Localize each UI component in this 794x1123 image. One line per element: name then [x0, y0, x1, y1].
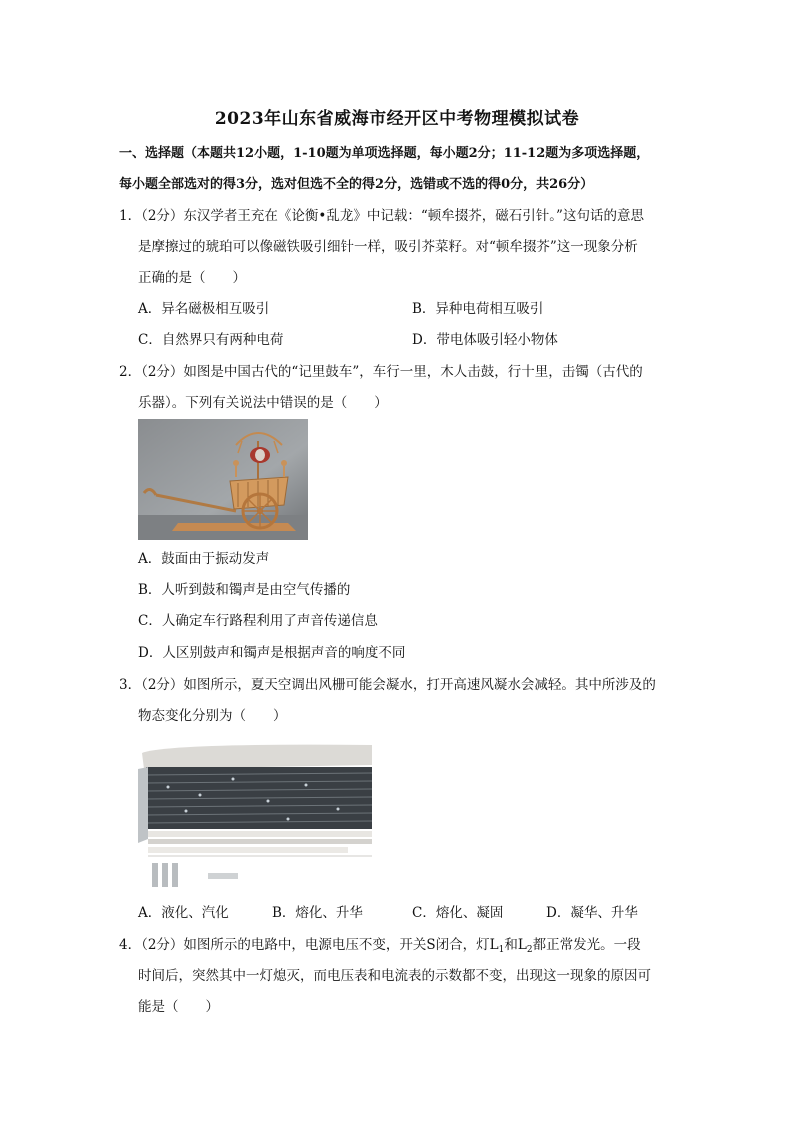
- q2-option-c: C．人确定车行路程利用了声音传递信息: [138, 613, 378, 629]
- q2-option-d: D．人区别鼓声和镯声是根据声音的响度不同: [138, 645, 406, 661]
- page-title: 2023年山东省威海市经开区中考物理模拟试卷: [214, 109, 580, 129]
- section-heading-line-2: 每小题全部选对的得3分，选对但选不全的得2分，选错或不选的得0分，共26分）: [119, 177, 594, 192]
- q1-option-d: D．带电体吸引轻小物体: [412, 332, 558, 348]
- q3-option-a: A．液化、汽化: [138, 905, 229, 921]
- q4-stem-line-2: 时间后，突然其中一灯熄灭，而电压表和电流表的示数都不变，出现这一现象的原因可: [138, 968, 651, 984]
- q2-stem-line-1: 2．（2分）如图是中国古代的“记里鼓车”，车行一里，木人击鼓，行十里，击镯（古代的: [119, 364, 643, 380]
- q1-stem-line-2: 是摩擦过的琥珀可以像磁铁吸引细针一样，吸引芥菜籽。对“顿牟掇芥”这一现象分析: [138, 239, 638, 255]
- q2-option-a: A．鼓面由于振动发声: [138, 551, 270, 567]
- air-conditioner-photo: [138, 739, 372, 889]
- q2-stem-line-2: 乐器）。下列有关说法中错误的是（ ）: [138, 395, 388, 411]
- q1-stem-line-1: 1．（2分）东汉学者王充在《论衡•乱龙》中记载：“顿牟掇芥，磁石引针。”这句话的意思: [119, 208, 644, 224]
- q3-stem-line-1: 3．（2分）如图所示，夏天空调出风栅可能会凝水，打开高速风凝水会减轻。其中所涉及的: [119, 677, 656, 693]
- q1-option-c: C．自然界只有两种电荷: [138, 332, 284, 348]
- q2-option-b: B．人听到鼓和镯声是由空气传播的: [138, 582, 351, 598]
- air-conditioner-illustration: [138, 739, 372, 889]
- q3-option-d: D．凝华、升华: [546, 905, 638, 921]
- q1-stem-line-3: 正确的是（ ）: [138, 270, 246, 286]
- drum-cart-photo: [138, 419, 308, 540]
- q1-option-a: A．异名磁极相互吸引: [138, 301, 270, 317]
- drum-cart-illustration: [138, 419, 308, 540]
- q1-option-b: B．异种电荷相互吸引: [412, 301, 544, 317]
- q3-option-c: C．熔化、凝固: [412, 905, 504, 921]
- section-heading-line-1: 一、选择题（本题共12小题，1-10题为单项选择题，每小题2分；11-12题为多项选择题，: [119, 146, 650, 161]
- q3-option-b: B．熔化、升华: [272, 905, 363, 921]
- q4-stem-line-1: 4．（2分）如图所示的电路中，电源电压不变，开关S闭合，灯$L_1$和$L_2$都正常发光。一段: [119, 937, 641, 955]
- q3-stem-line-2: 物态变化分别为（ ）: [138, 708, 287, 724]
- q4-stem-line-3: 能是（ ）: [138, 999, 219, 1015]
